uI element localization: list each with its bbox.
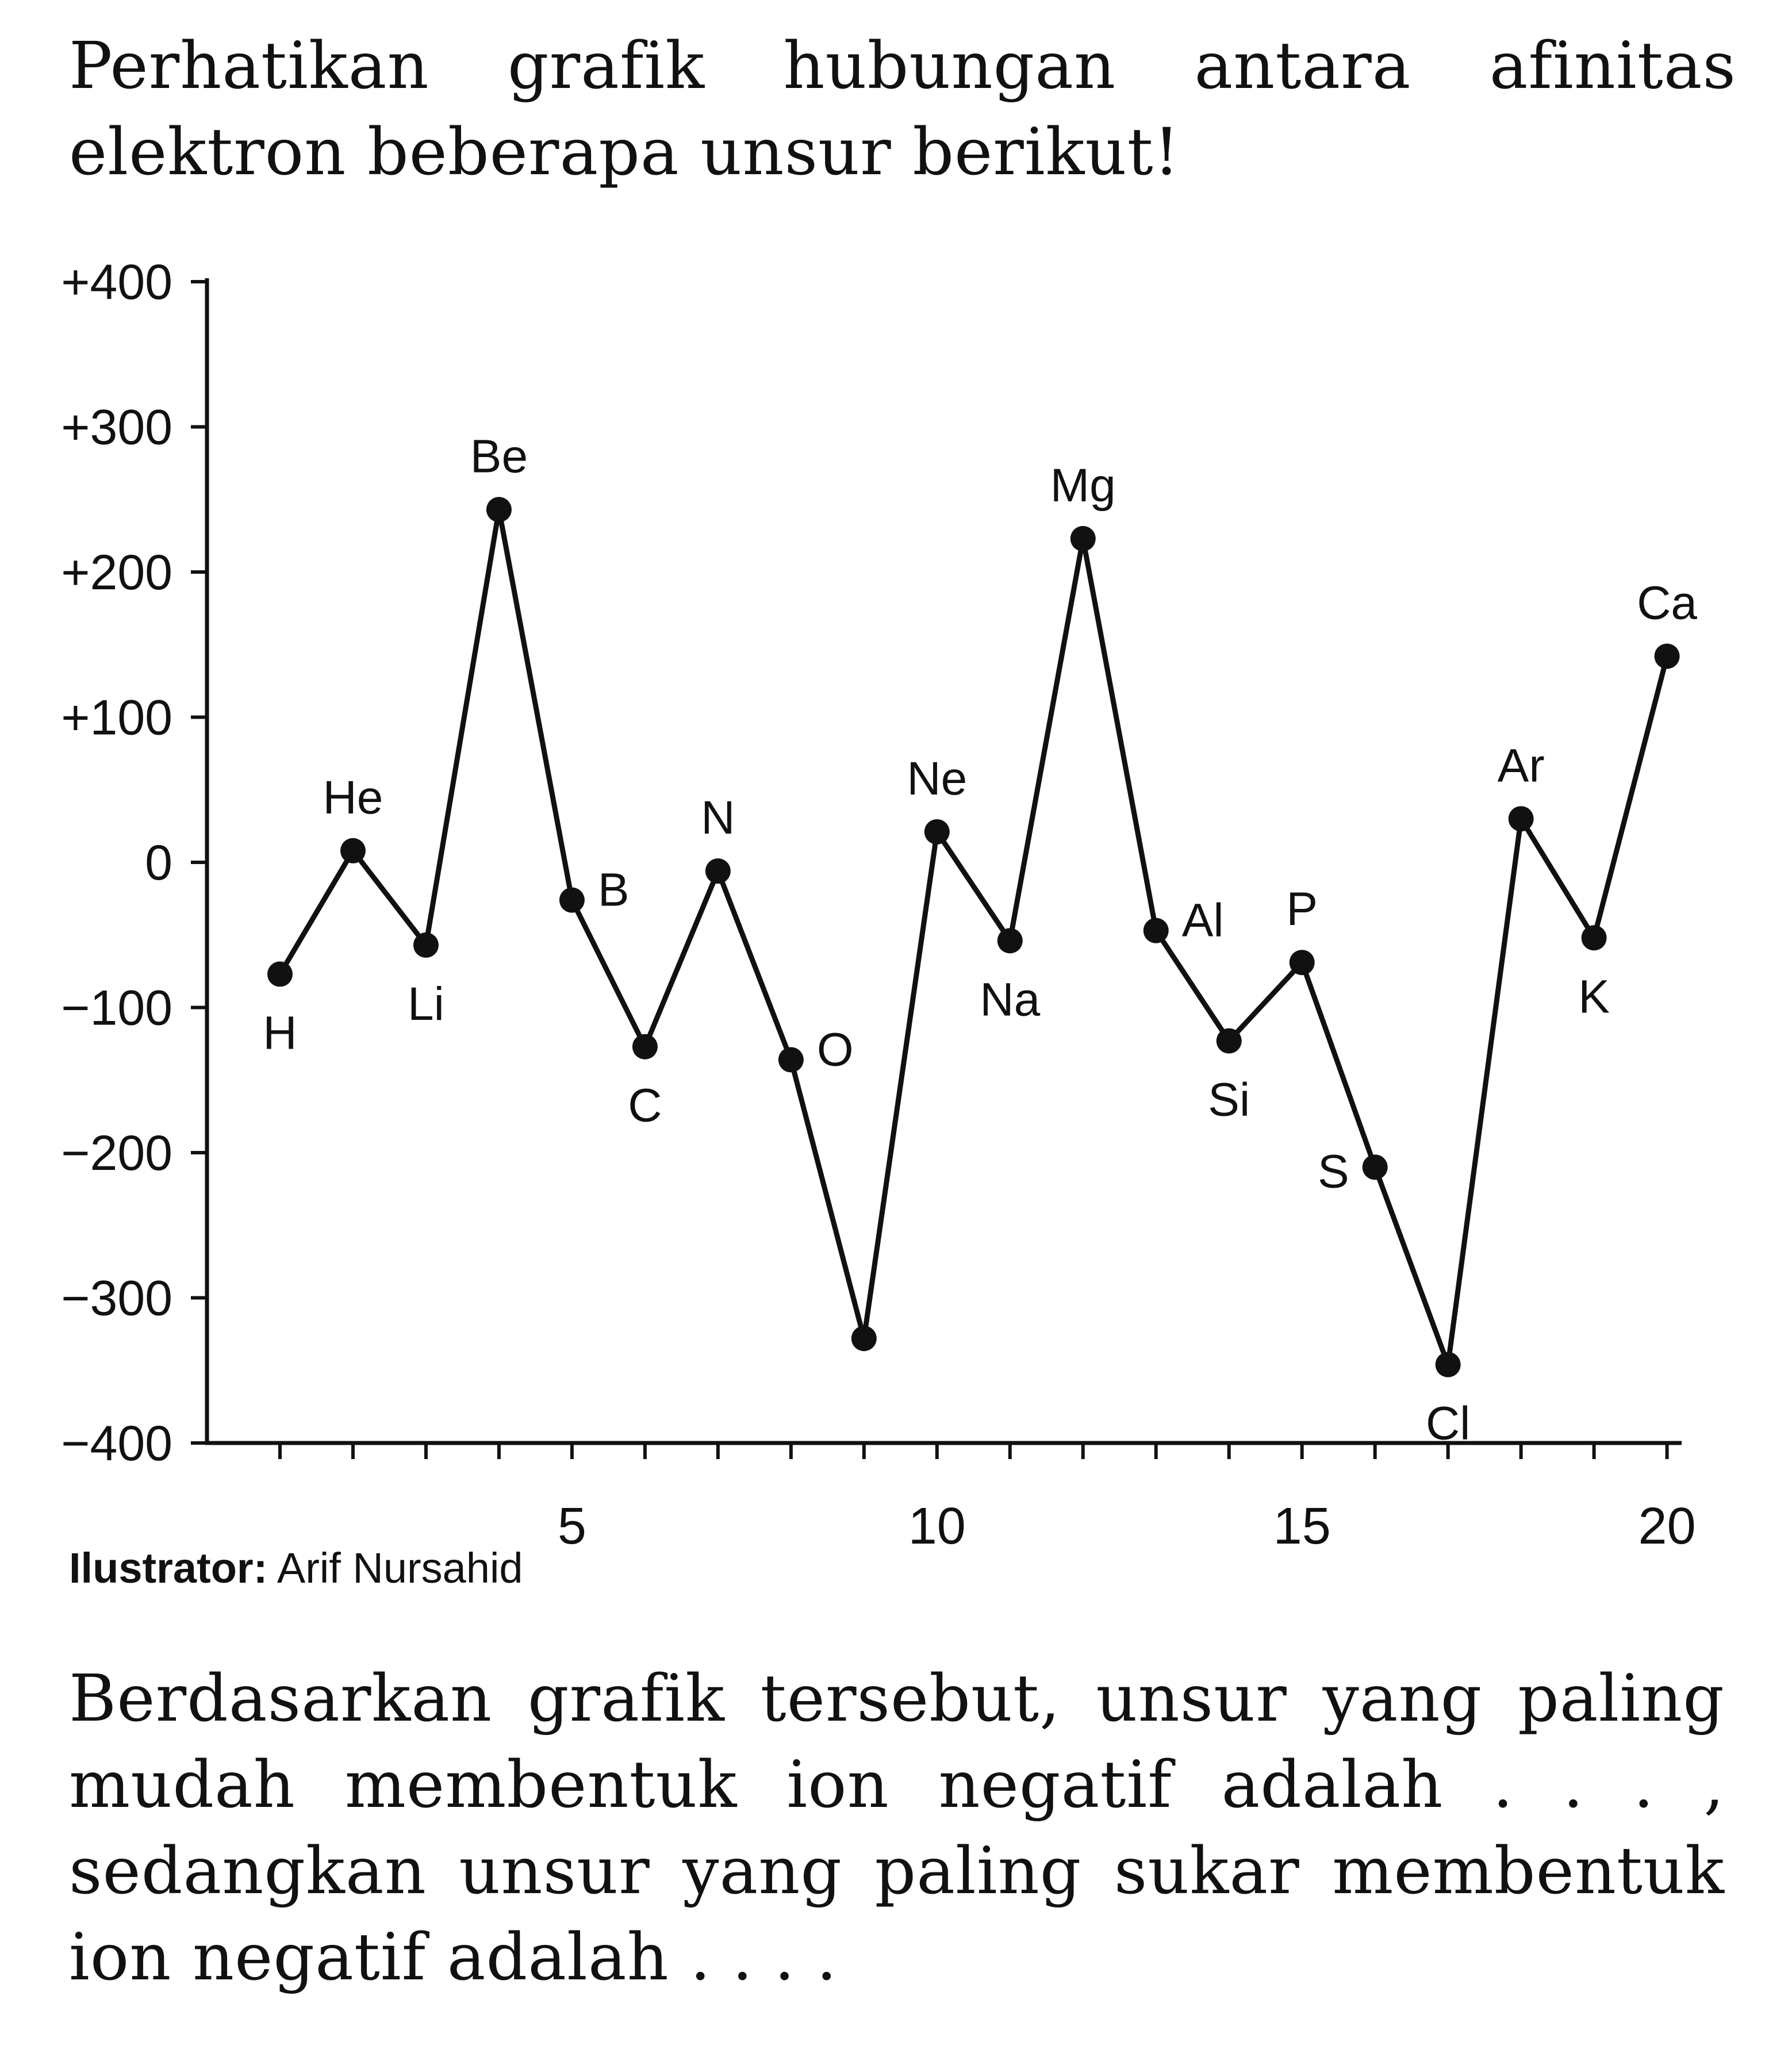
element-label: Li bbox=[408, 977, 444, 1030]
question-line-1: Berdasarkan grafik tersebut, unsur yang paling bbox=[69, 1661, 1725, 1736]
y-tick-label: +100 bbox=[61, 690, 172, 746]
intro-line-2: elektron beberapa unsur berikut! bbox=[69, 115, 1180, 190]
y-tick-label: −100 bbox=[61, 980, 172, 1036]
data-point bbox=[997, 928, 1023, 953]
data-point bbox=[778, 1047, 804, 1072]
element-label: Be bbox=[470, 430, 528, 483]
illustrator-label: Ilustrator: bbox=[69, 1544, 268, 1592]
data-point bbox=[559, 888, 585, 913]
data-point bbox=[1509, 806, 1534, 831]
y-tick-label: −400 bbox=[61, 1416, 172, 1471]
data-point bbox=[632, 1034, 658, 1060]
element-label: Ne bbox=[907, 752, 968, 805]
intro-text bbox=[69, 23, 1736, 195]
data-point bbox=[1655, 643, 1680, 669]
element-label: C bbox=[628, 1079, 662, 1132]
data-point bbox=[1363, 1154, 1388, 1180]
element-label: He bbox=[323, 771, 383, 824]
illustrator-name: Arif Nursahid bbox=[277, 1544, 523, 1592]
intro-line-1: Perhatikan grafik hubungan antara afinitas bbox=[69, 29, 1736, 103]
question-line-3: sedangkan unsur yang paling sukar membentuk bbox=[69, 1834, 1725, 1909]
electron-affinity-chart bbox=[0, 230, 1792, 1633]
element-label: P bbox=[1286, 883, 1318, 936]
element-label: O bbox=[816, 1023, 854, 1076]
x-tick-label: 20 bbox=[1638, 1498, 1696, 1555]
data-point bbox=[1436, 1352, 1461, 1377]
x-tick-label: 5 bbox=[557, 1498, 586, 1555]
element-label: B bbox=[597, 863, 630, 916]
y-tick-label: +300 bbox=[61, 400, 172, 455]
chart-series bbox=[280, 509, 1667, 1364]
y-tick-label: −200 bbox=[61, 1126, 172, 1181]
element-label: Si bbox=[1208, 1073, 1250, 1126]
series-line bbox=[280, 509, 1667, 1364]
data-point bbox=[924, 819, 950, 845]
element-label: Na bbox=[980, 973, 1041, 1026]
data-point bbox=[340, 838, 366, 863]
data-point bbox=[705, 858, 731, 884]
y-tick-label: −300 bbox=[61, 1271, 172, 1326]
element-label: H bbox=[263, 1007, 297, 1060]
data-point bbox=[267, 961, 293, 987]
data-point bbox=[1582, 925, 1607, 950]
element-label: Ar bbox=[1497, 739, 1545, 792]
data-point bbox=[1070, 526, 1096, 551]
element-label: K bbox=[1578, 970, 1610, 1023]
element-label: Ca bbox=[1637, 577, 1698, 630]
element-label: Mg bbox=[1050, 459, 1116, 512]
x-tick-label: 15 bbox=[1273, 1498, 1331, 1555]
element-label: S bbox=[1317, 1145, 1349, 1198]
data-point bbox=[486, 497, 512, 522]
x-tick-label: 10 bbox=[908, 1498, 966, 1555]
y-tick-label: 0 bbox=[145, 835, 172, 891]
question-line-4: ion negatif adalah . . . . bbox=[69, 1920, 838, 1995]
data-point bbox=[413, 932, 439, 958]
y-tick-label: +400 bbox=[61, 255, 172, 310]
element-label: Cl bbox=[1425, 1397, 1471, 1450]
chart-point-labels bbox=[263, 430, 1697, 1449]
question-line-2: mudah membentuk ion negatif adalah . . . , bbox=[69, 1748, 1725, 1822]
illustrator-credit bbox=[69, 1544, 523, 1592]
data-point bbox=[1143, 918, 1169, 943]
element-label: N bbox=[701, 792, 735, 845]
y-axis-ticks bbox=[61, 255, 207, 1471]
x-axis-ticks bbox=[280, 1443, 1696, 1555]
y-tick-label: +200 bbox=[61, 545, 172, 600]
data-point bbox=[1217, 1028, 1242, 1054]
data-point bbox=[1290, 950, 1315, 975]
question-text bbox=[69, 1656, 1725, 2001]
element-label: Al bbox=[1181, 894, 1224, 947]
data-point bbox=[851, 1326, 877, 1351]
